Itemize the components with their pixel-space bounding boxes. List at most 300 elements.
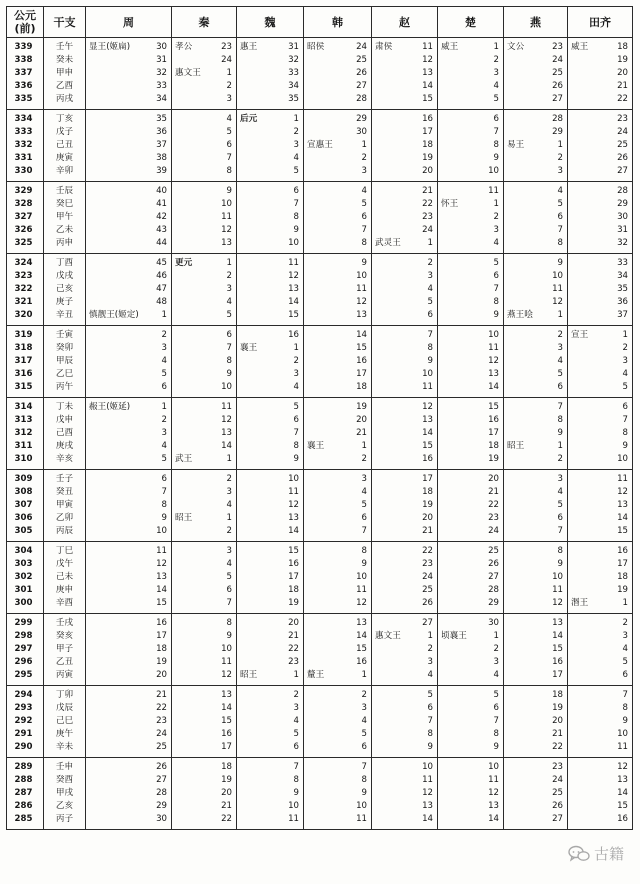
reign-line	[172, 41, 236, 54]
reign-line	[304, 787, 371, 800]
reign-line	[504, 257, 567, 270]
reign-line	[172, 414, 236, 427]
reign-line	[372, 558, 437, 571]
reign-year: 2	[622, 618, 628, 628]
ganzhi-value: 癸酉	[55, 775, 74, 785]
reign-line	[172, 165, 236, 178]
reign-year: 2	[427, 258, 433, 268]
year-value: 289	[14, 762, 33, 772]
reign-year: 12	[552, 297, 563, 307]
ruler-name: 惠王	[240, 42, 258, 52]
reign-year: 10	[488, 330, 499, 340]
reign-year: 3	[226, 487, 232, 497]
reign-year: 6	[226, 585, 232, 595]
reign-year: 10	[617, 729, 628, 739]
reign-line	[504, 211, 567, 224]
reign-year: 28	[356, 94, 367, 104]
reign-year: 4	[161, 441, 167, 451]
year-value: 294	[14, 690, 33, 700]
reign-year: 14	[422, 81, 433, 91]
reign-line	[237, 224, 303, 237]
state-cell	[568, 542, 633, 614]
ruler-name: 慎靓王(姬定)	[89, 310, 139, 320]
reign-year: 24	[422, 572, 433, 582]
reign-year: 5	[557, 369, 563, 379]
reign-year: 20	[422, 513, 433, 523]
reign-year: 43	[156, 225, 167, 235]
ruler-name: 襄王	[240, 343, 258, 353]
ruler-name: 燕王哙	[507, 310, 533, 320]
reign-year: 17	[156, 631, 167, 641]
state-cell	[237, 326, 304, 398]
reign-line	[568, 617, 632, 630]
ganzhi-value: 庚戌	[55, 441, 74, 451]
state-cell	[237, 542, 304, 614]
reign-year: 6	[557, 382, 563, 392]
reign-line	[237, 499, 303, 512]
state-cell	[304, 542, 372, 614]
reign-line	[372, 571, 437, 584]
reign-line	[86, 787, 171, 800]
reign-line	[172, 355, 236, 368]
reign-year: 6	[493, 703, 499, 713]
reign-line	[372, 257, 437, 270]
reign-line	[438, 486, 503, 499]
reign-line	[438, 545, 503, 558]
col-header-qin: 秦	[172, 7, 237, 38]
reign-year: 9	[557, 428, 563, 438]
reign-year: 9	[293, 454, 299, 464]
reign-year: 23	[488, 513, 499, 523]
year-value: 291	[14, 729, 33, 739]
reign-year: 24	[422, 225, 433, 235]
year-value: 292	[14, 716, 33, 726]
reign-line	[172, 545, 236, 558]
reign-line	[237, 761, 303, 774]
year-value: 328	[14, 199, 33, 209]
state-cell	[172, 254, 237, 326]
reign-year: 22	[156, 703, 167, 713]
reign-year: 20	[422, 166, 433, 176]
reign-year: 5	[427, 690, 433, 700]
ganzhi-cell	[44, 614, 86, 686]
reign-line	[237, 512, 303, 525]
reign-line	[504, 558, 567, 571]
state-cell	[172, 470, 237, 542]
ganzhi-value: 癸丑	[55, 487, 74, 497]
ganzhi-value: 庚子	[55, 297, 74, 307]
reign-line	[372, 270, 437, 283]
reign-line	[504, 584, 567, 597]
reign-year: 1	[293, 343, 299, 353]
year-value: 318	[14, 343, 33, 353]
reign-year: 30	[617, 212, 628, 222]
reign-line	[304, 571, 371, 584]
reign-year: 20	[617, 68, 628, 78]
reign-line	[304, 774, 371, 787]
reign-line	[237, 545, 303, 558]
reign-line	[504, 355, 567, 368]
reign-year: 24	[552, 775, 563, 785]
reign-line	[438, 499, 503, 512]
reign-year: 2	[493, 644, 499, 654]
year-value: 286	[14, 801, 33, 811]
ruler-name: 襄王	[307, 441, 325, 451]
reign-year: 6	[161, 382, 167, 392]
reign-year: 9	[493, 310, 499, 320]
year-cell	[7, 38, 44, 110]
reign-line	[372, 224, 437, 237]
reign-line	[568, 741, 632, 754]
reign-line	[86, 237, 171, 250]
ruler-name: 惠文王	[375, 631, 401, 641]
reign-year: 1	[493, 42, 499, 52]
reign-line	[504, 545, 567, 558]
reign-year: 17	[617, 559, 628, 569]
state-cell	[568, 614, 633, 686]
reign-line	[237, 126, 303, 139]
reign-year: 5	[293, 729, 299, 739]
reign-line	[304, 545, 371, 558]
state-cell	[504, 38, 568, 110]
reign-line	[504, 237, 567, 250]
reign-year: 2	[293, 356, 299, 366]
reign-year: 11	[156, 546, 167, 556]
reign-year: 2	[557, 454, 563, 464]
state-cell	[172, 182, 237, 254]
reign-year: 18	[488, 441, 499, 451]
reign-line	[372, 741, 437, 754]
year-cell	[7, 110, 44, 182]
chronology-page	[6, 6, 632, 878]
reign-year: 9	[161, 513, 167, 523]
reign-year: 18	[617, 572, 628, 582]
reign-line	[504, 689, 567, 702]
reign-year: 1	[427, 238, 433, 248]
reign-year: 2	[226, 474, 232, 484]
ganzhi-cell	[44, 686, 86, 758]
reign-year: 19	[422, 500, 433, 510]
reign-line	[237, 401, 303, 414]
reign-line	[86, 453, 171, 466]
table-row	[7, 470, 633, 542]
reign-line	[237, 54, 303, 67]
reign-line	[568, 296, 632, 309]
reign-year: 23	[156, 716, 167, 726]
state-cell	[438, 326, 504, 398]
reign-year: 3	[161, 428, 167, 438]
reign-year: 19	[617, 55, 628, 65]
reign-line	[504, 139, 567, 152]
reign-line	[438, 342, 503, 355]
reign-line	[237, 440, 303, 453]
reign-year: 17	[356, 369, 367, 379]
reign-line	[304, 427, 371, 440]
table-row	[7, 254, 633, 326]
reign-year: 9	[493, 153, 499, 163]
reign-year: 14	[488, 814, 499, 824]
reign-year: 12	[221, 225, 232, 235]
reign-line	[86, 584, 171, 597]
table-row	[7, 686, 633, 758]
reign-line	[172, 787, 236, 800]
reign-line	[86, 728, 171, 741]
reign-line	[504, 381, 567, 394]
reign-year: 8	[361, 775, 367, 785]
year-value: 304	[14, 546, 33, 556]
reign-line	[86, 656, 171, 669]
ruler-name: 顷襄王	[441, 631, 467, 641]
reign-line	[372, 800, 437, 813]
reign-line	[372, 689, 437, 702]
reign-year: 4	[361, 487, 367, 497]
reign-year: 26	[156, 762, 167, 772]
year-value: 330	[14, 166, 33, 176]
reign-year: 2	[427, 644, 433, 654]
reign-year: 5	[161, 454, 167, 464]
reign-year: 16	[552, 657, 563, 667]
reign-line	[237, 381, 303, 394]
reign-year: 25	[422, 585, 433, 595]
year-value: 306	[14, 513, 33, 523]
reign-year: 4	[293, 153, 299, 163]
reign-year: 1	[557, 441, 563, 451]
reign-line	[304, 224, 371, 237]
state-cell	[237, 614, 304, 686]
reign-year: 23	[617, 114, 628, 124]
reign-year: 8	[361, 546, 367, 556]
reign-line	[372, 512, 437, 525]
reign-line	[86, 741, 171, 754]
reign-year: 47	[156, 284, 167, 294]
reign-year: 3	[622, 356, 628, 366]
reign-year: 16	[356, 657, 367, 667]
reign-year: 20	[221, 788, 232, 798]
reign-year: 6	[293, 186, 299, 196]
reign-year: 8	[293, 441, 299, 451]
reign-year: 13	[488, 801, 499, 811]
reign-line	[438, 728, 503, 741]
reign-line	[86, 270, 171, 283]
reign-year: 4	[226, 559, 232, 569]
reign-year: 18	[156, 644, 167, 654]
reign-year: 6	[361, 212, 367, 222]
reign-line	[438, 67, 503, 80]
reign-year: 14	[156, 585, 167, 595]
reign-year: 12	[356, 297, 367, 307]
state-cell	[172, 686, 237, 758]
ganzhi-value: 甲辰	[55, 356, 74, 366]
reign-year: 16	[221, 729, 232, 739]
state-cell	[372, 326, 438, 398]
state-cell	[438, 470, 504, 542]
reign-year: 3	[557, 166, 563, 176]
reign-line	[568, 126, 632, 139]
reign-line	[237, 774, 303, 787]
reign-line	[504, 715, 567, 728]
reign-line	[172, 185, 236, 198]
reign-line	[237, 211, 303, 224]
reign-line	[304, 813, 371, 826]
reign-year: 9	[622, 716, 628, 726]
reign-line	[237, 689, 303, 702]
state-cell	[86, 758, 172, 830]
reign-line	[237, 630, 303, 643]
reign-line	[438, 787, 503, 800]
col-header-han: 韩	[304, 7, 372, 38]
ganzhi-value: 庚申	[55, 585, 74, 595]
reign-line	[237, 283, 303, 296]
reign-year: 20	[356, 415, 367, 425]
reign-line	[504, 440, 567, 453]
reign-year: 18	[356, 382, 367, 392]
reign-line	[237, 813, 303, 826]
reign-year: 3	[361, 474, 367, 484]
ruler-name: 后元	[240, 114, 258, 124]
reign-line	[372, 185, 437, 198]
reign-line	[504, 414, 567, 427]
reign-year: 29	[156, 801, 167, 811]
reign-line	[504, 427, 567, 440]
reign-year: 10	[422, 369, 433, 379]
state-cell	[568, 110, 633, 182]
reign-line	[438, 401, 503, 414]
reign-year: 6	[161, 474, 167, 484]
ganzhi-value: 丙申	[55, 238, 74, 248]
ganzhi-value: 甲寅	[55, 500, 74, 510]
ganzhi-value: 丙寅	[55, 670, 74, 680]
reign-line	[172, 486, 236, 499]
reign-line	[568, 257, 632, 270]
reign-line	[172, 702, 236, 715]
table-row	[7, 110, 633, 182]
reign-year: 7	[293, 762, 299, 772]
reign-year: 30	[156, 814, 167, 824]
reign-year: 11	[422, 42, 433, 52]
ganzhi-cell	[44, 470, 86, 542]
reign-year: 14	[288, 526, 299, 536]
reign-line	[372, 630, 437, 643]
state-cell	[237, 182, 304, 254]
reign-line	[568, 630, 632, 643]
reign-line	[304, 329, 371, 342]
reign-year: 2	[226, 271, 232, 281]
reign-line	[86, 329, 171, 342]
state-cell	[372, 614, 438, 686]
state-cell	[86, 110, 172, 182]
reign-year: 6	[557, 212, 563, 222]
reign-year: 10	[288, 801, 299, 811]
reign-line	[304, 165, 371, 178]
reign-line	[568, 512, 632, 525]
reign-line	[86, 67, 171, 80]
reign-line	[372, 126, 437, 139]
reign-year: 34	[156, 94, 167, 104]
reign-line	[568, 486, 632, 499]
reign-year: 25	[356, 55, 367, 65]
ruler-name: 宣王	[571, 330, 589, 340]
reign-year: 11	[617, 474, 628, 484]
reign-line	[568, 800, 632, 813]
reign-line	[237, 656, 303, 669]
reign-year: 39	[156, 166, 167, 176]
year-value: 300	[14, 598, 33, 608]
reign-line	[504, 597, 567, 610]
reign-line	[304, 558, 371, 571]
ruler-name: 更元	[175, 258, 193, 268]
reign-line	[237, 453, 303, 466]
reign-year: 1	[427, 631, 433, 641]
reign-line	[237, 741, 303, 754]
reign-year: 1	[161, 310, 167, 320]
reign-year: 8	[493, 140, 499, 150]
reign-year: 14	[221, 703, 232, 713]
reign-year: 33	[156, 81, 167, 91]
reign-line	[438, 453, 503, 466]
state-cell	[438, 542, 504, 614]
reign-year: 18	[422, 487, 433, 497]
reign-year: 15	[422, 94, 433, 104]
state-cell	[172, 110, 237, 182]
reign-year: 13	[156, 572, 167, 582]
reign-year: 1	[226, 513, 232, 523]
state-cell	[237, 38, 304, 110]
reign-year: 31	[288, 42, 299, 52]
reign-line	[237, 152, 303, 165]
reign-line	[172, 401, 236, 414]
state-cell	[504, 254, 568, 326]
reign-year: 3	[622, 631, 628, 641]
reign-year: 36	[156, 127, 167, 137]
reign-line	[304, 342, 371, 355]
reign-line	[504, 152, 567, 165]
reign-line	[86, 342, 171, 355]
reign-year: 14	[288, 297, 299, 307]
reign-year: 7	[226, 598, 232, 608]
reign-year: 5	[557, 500, 563, 510]
reign-year: 5	[622, 382, 628, 392]
reign-year: 10	[488, 762, 499, 772]
reign-year: 20	[488, 474, 499, 484]
reign-line	[172, 656, 236, 669]
reign-line	[568, 93, 632, 106]
reign-line	[86, 702, 171, 715]
reign-year: 25	[552, 788, 563, 798]
reign-line	[86, 427, 171, 440]
reign-line	[86, 414, 171, 427]
reign-year: 8	[622, 428, 628, 438]
reign-year: 32	[617, 238, 628, 248]
state-cell	[86, 326, 172, 398]
reign-line	[86, 113, 171, 126]
reign-line	[237, 800, 303, 813]
reign-line	[438, 558, 503, 571]
reign-year: 10	[356, 572, 367, 582]
state-cell	[86, 542, 172, 614]
ganzhi-cell	[44, 542, 86, 614]
reign-year: 7	[226, 153, 232, 163]
state-cell	[504, 398, 568, 470]
state-cell	[86, 38, 172, 110]
ruler-name: 肃侯	[375, 42, 393, 52]
reign-line	[504, 368, 567, 381]
year-value: 290	[14, 742, 33, 752]
reign-line	[504, 67, 567, 80]
reign-line	[438, 525, 503, 538]
reign-year: 6	[293, 415, 299, 425]
reign-year: 8	[557, 546, 563, 556]
reign-line	[304, 237, 371, 250]
